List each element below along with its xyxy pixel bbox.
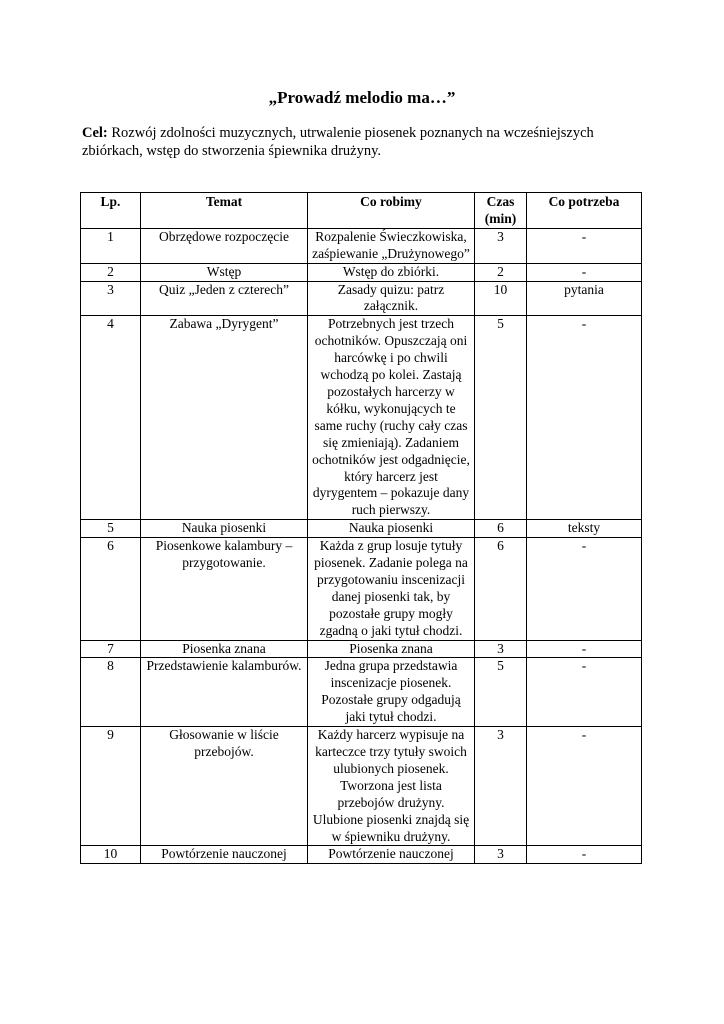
cell-temat: Obrzędowe rozpoczęcie xyxy=(141,228,308,263)
table-row xyxy=(81,520,642,538)
cell-czas: 6 xyxy=(475,520,527,538)
cell-lp: 9 xyxy=(81,727,141,846)
table-row xyxy=(81,846,642,864)
cell-temat: Przedstawienie kalamburów. xyxy=(141,658,308,727)
header-temat: Temat xyxy=(141,193,308,229)
header-co-robimy: Co robimy xyxy=(308,193,475,229)
cell-lp: 7 xyxy=(81,640,141,658)
cell-temat: Piosenka znana xyxy=(141,640,308,658)
cell-co-robimy: Każda z grup losuje tytuły piosenek. Zadanie polega na przygotowaniu inscenizacji danej piosenki tak, by pozostałe grupy mogły zgadną o jaki tytuł chodzi. xyxy=(308,538,475,640)
cell-lp: 2 xyxy=(81,263,141,281)
cell-co-robimy: Potrzebnych jest trzech ochotników. Opuszczają oni harcówkę i po chwili wchodzą po kolei. Zastają pozostałych harcerzy w kółku, wykonujących te same ruchy (ruchy cały czas się zmieniają). Zadaniem ochotników jest odgadnięcie, który harcerz jest dyrygentem – pokazuje dany ruch pierwszy. xyxy=(308,316,475,520)
cell-lp: 10 xyxy=(81,846,141,864)
cell-czas: 6 xyxy=(475,538,527,640)
document-title: „Prowadź melodio ma…” xyxy=(268,88,456,107)
cell-temat: Quiz „Jeden z czterech” xyxy=(141,281,308,316)
cell-temat: Głosowanie w liście przebojów. xyxy=(141,727,308,846)
cell-co-potrzeba: - xyxy=(527,727,642,846)
table-row xyxy=(81,281,642,316)
table-row xyxy=(81,538,642,640)
cell-czas: 3 xyxy=(475,228,527,263)
cell-co-potrzeba: - xyxy=(527,228,642,263)
cell-co-potrzeba: - xyxy=(527,640,642,658)
table-row xyxy=(81,658,642,727)
cell-co-robimy: Piosenka znana xyxy=(308,640,475,658)
goal-label: Cel: xyxy=(82,125,108,141)
table-row xyxy=(81,727,642,846)
cell-co-potrzeba: - xyxy=(527,846,642,864)
cell-co-potrzeba: - xyxy=(527,658,642,727)
cell-co-robimy: Zasady quizu: patrz załącznik. xyxy=(308,281,475,316)
header-lp: Lp. xyxy=(81,193,141,229)
cell-lp: 3 xyxy=(81,281,141,316)
cell-co-potrzeba: - xyxy=(527,316,642,520)
cell-czas: 2 xyxy=(475,263,527,281)
goal-paragraph xyxy=(82,124,652,160)
cell-lp: 8 xyxy=(81,658,141,727)
cell-lp: 5 xyxy=(81,520,141,538)
table-header-row xyxy=(81,193,642,229)
header-czas: Czas (min) xyxy=(475,193,527,229)
cell-temat: Nauka piosenki xyxy=(141,520,308,538)
table-row xyxy=(81,263,642,281)
goal-text: Rozwój zdolności muzycznych, utrwalenie piosenek poznanych na wcześniejszych zbiórkach, wstęp do stworzenia śpiewnika drużyny. xyxy=(82,125,594,159)
cell-lp: 1 xyxy=(81,228,141,263)
cell-czas: 3 xyxy=(475,640,527,658)
cell-czas: 10 xyxy=(475,281,527,316)
cell-co-robimy: Nauka piosenki xyxy=(308,520,475,538)
cell-co-potrzeba: pytania xyxy=(527,281,642,316)
cell-co-robimy: Każdy harcerz wypisuje na karteczce trzy tytuły swoich ulubionych piosenek. Tworzona jest lista przebojów drużyny. Ulubione piosenki znajdą się w śpiewniku drużyny. xyxy=(308,727,475,846)
cell-temat: Piosenkowe kalambury – przygotowanie. xyxy=(141,538,308,640)
cell-temat: Wstęp xyxy=(141,263,308,281)
table-row xyxy=(81,228,642,263)
header-co-potrzeba: Co potrzeba xyxy=(527,193,642,229)
cell-co-robimy: Rozpalenie Świeczkowiska, zaśpiewanie „Drużynowego” xyxy=(308,228,475,263)
cell-czas: 5 xyxy=(475,316,527,520)
cell-co-robimy: Wstęp do zbiórki. xyxy=(308,263,475,281)
cell-co-potrzeba: - xyxy=(527,263,642,281)
cell-czas: 3 xyxy=(475,727,527,846)
cell-temat: Zabawa „Dyrygent” xyxy=(141,316,308,520)
cell-czas: 5 xyxy=(475,658,527,727)
table-row xyxy=(81,316,642,520)
table-row xyxy=(81,640,642,658)
cell-co-robimy: Powtórzenie nauczonej xyxy=(308,846,475,864)
cell-temat: Powtórzenie nauczonej xyxy=(141,846,308,864)
cell-co-robimy: Jedna grupa przedstawia inscenizacje piosenek. Pozostałe grupy odgadują jaki tytuł chodzi. xyxy=(308,658,475,727)
cell-lp: 6 xyxy=(81,538,141,640)
cell-czas: 3 xyxy=(475,846,527,864)
cell-co-potrzeba: - xyxy=(527,538,642,640)
cell-co-potrzeba: teksty xyxy=(527,520,642,538)
cell-lp: 4 xyxy=(81,316,141,520)
plan-table xyxy=(80,192,642,864)
